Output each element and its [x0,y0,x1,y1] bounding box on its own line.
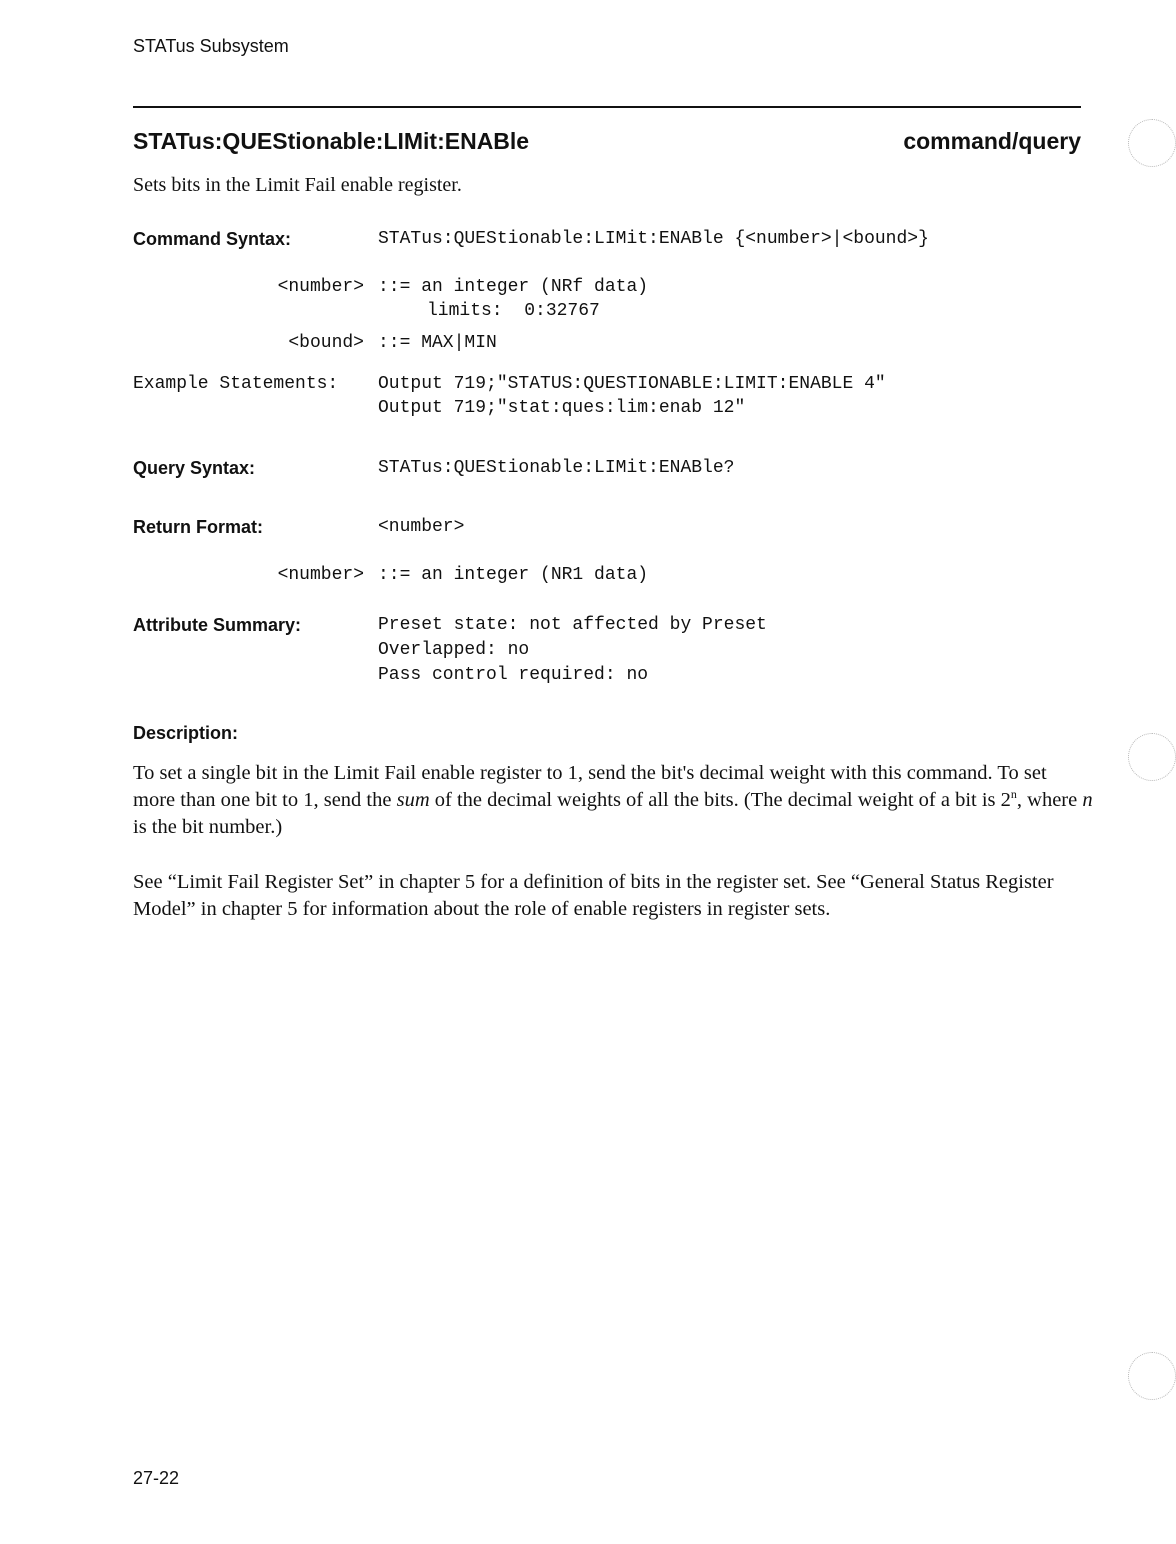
command-title: STATus:QUEStionable:LIMit:ENABle [133,128,530,154]
command-type: command/query [903,128,1081,154]
param-bound-name: <bound> [288,333,364,353]
desc-p1-em-n: n [1082,789,1093,811]
param-number-def: ::= an integer (NRf data) [378,277,649,297]
attribute-summary-label: Attribute Summary: [133,615,302,635]
attribute-preset-state: Preset state: not affected by Preset [378,615,767,635]
desc-p1-text-d: is the bit number.) [133,816,283,838]
return-format-value: <number> [378,517,465,537]
punch-hole-bottom [1128,1352,1176,1400]
punch-hole-top [1128,119,1176,167]
description-paragraph-1 [133,760,1093,841]
desc-p1-text-c: , where [1016,789,1083,811]
query-syntax-value: STATus:QUEStionable:LIMit:ENABle? [378,458,735,478]
attribute-pass-control: Pass control required: no [378,665,649,685]
running-header: STATus Subsystem [133,36,289,56]
example-line-2: Output 719;"stat:ques:lim:enab 12" [378,398,746,418]
param-number-limits: limits: 0:32767 [427,301,600,321]
example-statements-label: Example Statements: [133,374,339,394]
return-param-def: ::= an integer (NR1 data) [378,565,649,585]
desc-p1-superscript: n [1010,787,1017,802]
example-line-1: Output 719;"STATUS:QUESTIONABLE:LIMIT:ENABLE 4" [378,374,886,394]
page-number: 27-22 [133,1468,180,1488]
param-number-name: <number> [277,277,364,297]
attribute-overlapped: Overlapped: no [378,640,530,660]
header-rule [133,106,1081,108]
description-paragraph-2: See “Limit Fail Register Set” in chapter 5 for a definition of bits in the register set. See “General Status Register Model” in chapter 5 for information about the role of enable registers in register sets. [133,871,1054,920]
command-syntax-value: STATus:QUEStionable:LIMit:ENABle {<number>|<bound>} [378,229,929,249]
param-bound-def: ::= MAX|MIN [378,333,497,353]
desc-p1-text-a: To set a single bit in the Limit Fail enable register to 1, send the bit's decimal weight with this command. To set more than one bit to 1, send the [133,762,1047,811]
punch-hole-middle [1128,733,1176,781]
return-param-name: <number> [277,565,364,585]
return-format-label: Return Format: [133,517,263,537]
description-label: Description: [133,723,239,743]
command-summary: Sets bits in the Limit Fail enable register. [133,174,462,196]
command-syntax-label: Command Syntax: [133,229,292,249]
desc-p1-em-sum: sum [396,789,430,811]
query-syntax-label: Query Syntax: [133,458,256,478]
desc-p1-text-b: of the decimal weights of all the bits. (The decimal weight of a bit is 2 [429,789,1011,811]
